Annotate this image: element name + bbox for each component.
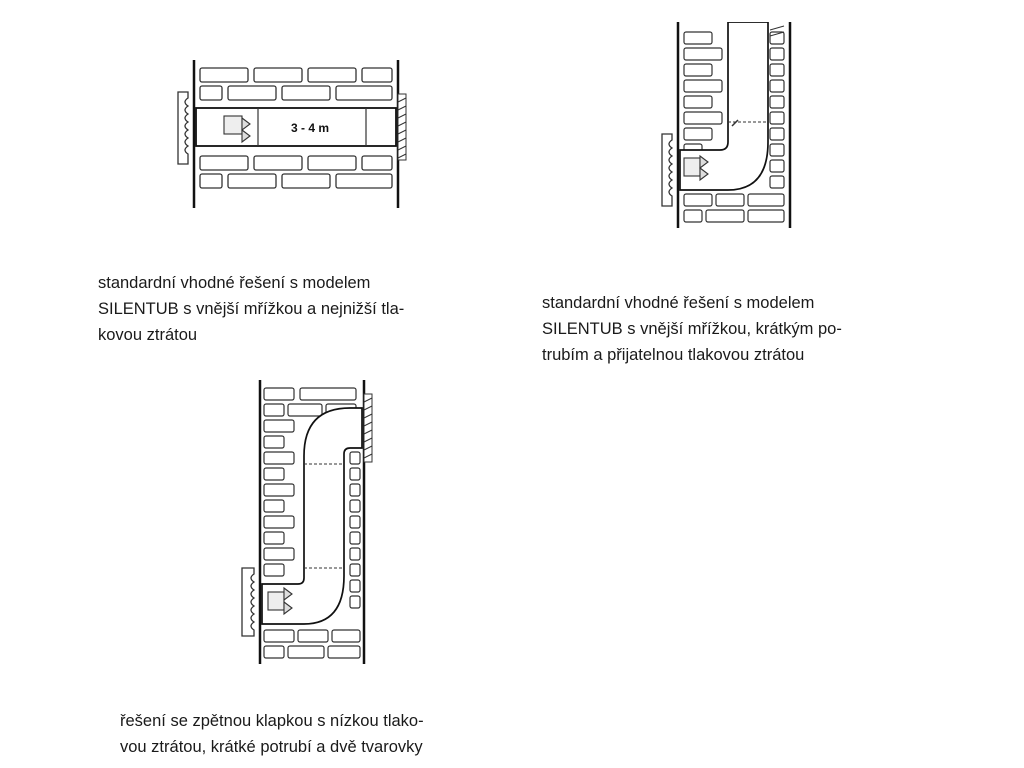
caption-horizontal — [98, 270, 478, 348]
duct-length-label: 3 - 4 m — [290, 121, 330, 135]
caption-line: standardní vhodné řešení s modelem — [98, 274, 371, 292]
lower-brick-courses — [200, 156, 392, 188]
indoor-grille-icon — [242, 568, 254, 636]
caption-line: řešení se zpětnou klapkou s nízkou tlako- — [120, 712, 424, 730]
caption-double-elbow — [120, 708, 504, 760]
caption-line: trubím a přijatelnou tlakovou ztrátou — [542, 346, 805, 364]
diagram-single-elbow — [650, 22, 800, 232]
caption-line: SILENTUB s vnější mřížkou a nejnižší tla- — [98, 300, 405, 318]
indoor-grille-icon — [178, 92, 188, 164]
outdoor-grille-icon — [770, 26, 784, 36]
indoor-grille-icon — [662, 134, 672, 206]
caption-line: SILENTUB s vnější mřížkou, krátkým po- — [542, 320, 842, 338]
caption-line: vou ztrátou, krátké potrubí a dvě tvarovky — [120, 738, 423, 756]
caption-single-elbow — [542, 290, 924, 368]
upper-brick-courses — [200, 68, 392, 100]
caption-line: kovou ztrátou — [98, 326, 198, 344]
diagram-double-elbow — [238, 380, 388, 670]
diagram-horizontal-duct — [170, 60, 410, 210]
outdoor-grille-icon — [364, 394, 372, 462]
outdoor-grille-icon — [398, 94, 406, 160]
caption-line: standardní vhodné řešení s modelem — [542, 294, 815, 312]
